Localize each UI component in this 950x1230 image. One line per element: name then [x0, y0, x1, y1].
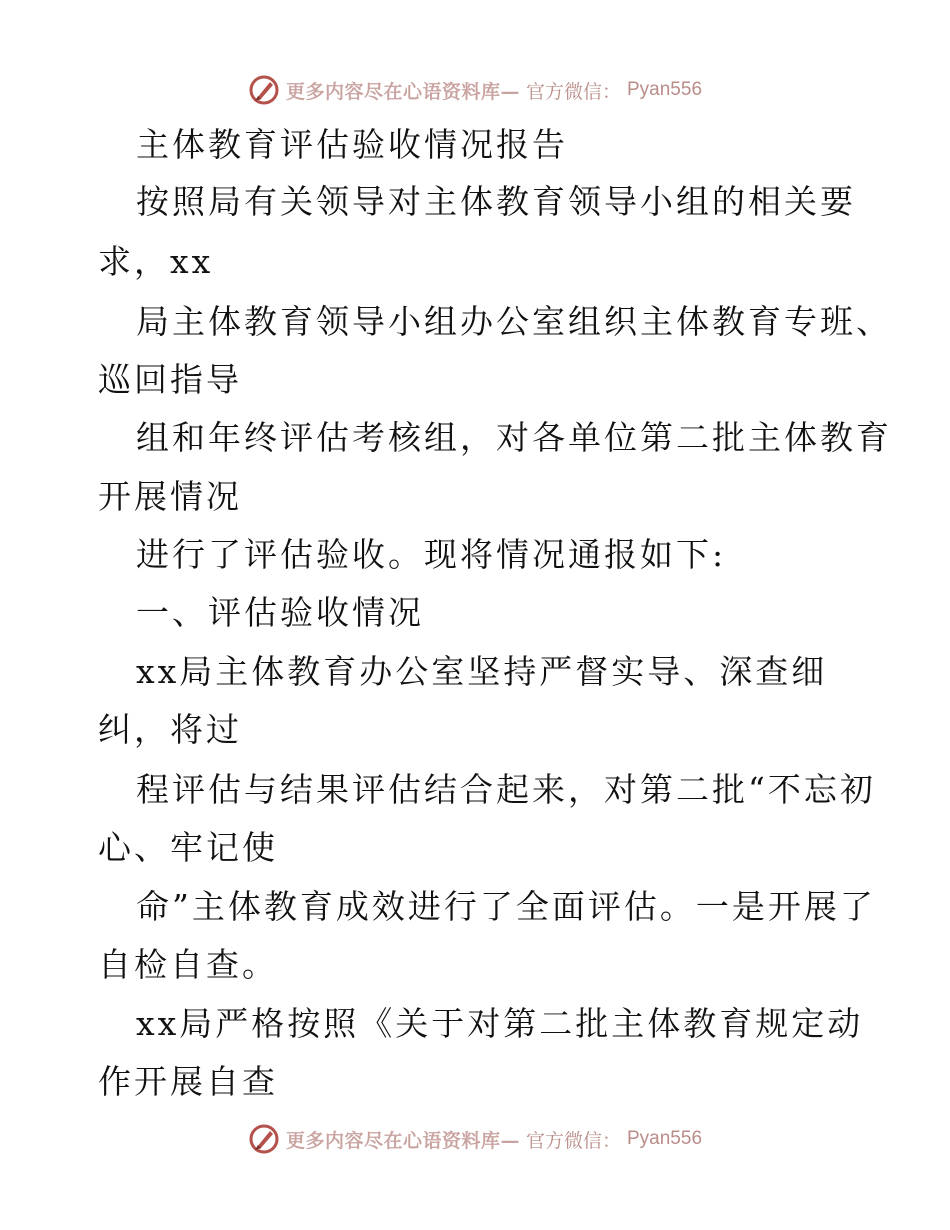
- paragraph-line: 自检自查。: [98, 945, 278, 984]
- paragraph-line: 开展情况: [98, 477, 242, 516]
- quill-pen-logo-icon: [248, 74, 280, 106]
- paragraph-line: 进行了评估验收。现将情况通报如下:: [136, 535, 727, 574]
- watermark-wechat-id: Pyan556: [627, 1128, 703, 1149]
- header-watermark: [0, 72, 950, 108]
- paragraph-line: 求，xx: [98, 242, 214, 281]
- footer-watermark: [0, 1121, 950, 1157]
- paragraph-line: 命”主体教育成效进行了全面评估。一是开展了: [136, 887, 876, 926]
- paragraph-line: 组和年终评估考核组，对各单位第二批主体教育: [136, 418, 892, 457]
- paragraph-line: 心、牢记使: [98, 828, 278, 867]
- watermark-wechat-id: Pyan556: [627, 79, 703, 100]
- watermark-main-text: 更多内容尽在心语资料库—: [285, 80, 520, 103]
- paragraph-line: 按照局有关领导对主体教育领导小组的相关要: [136, 182, 856, 221]
- paragraph-line: 巡回指导: [98, 360, 242, 399]
- watermark-contact-label: 官方微信：: [525, 1129, 621, 1152]
- paragraph-line: 纠，将过: [98, 710, 242, 749]
- paragraph-line: xx局严格按照《关于对第二批主体教育规定动: [136, 1004, 864, 1043]
- paragraph-line: 程评估与结果评估结合起来，对第二批“不忘初: [136, 770, 876, 809]
- document-title: 主体教育评估验收情况报告: [136, 125, 568, 164]
- paragraph-line: xx局主体教育办公室坚持严督实导、深查细: [136, 652, 828, 691]
- paragraph-line: 局主体教育领导小组办公室组织主体教育专班、: [136, 302, 892, 341]
- watermark-contact-label: 官方微信：: [525, 80, 621, 103]
- watermark-main-text: 更多内容尽在心语资料库—: [285, 1129, 520, 1152]
- paragraph-line: 作开展自查: [98, 1062, 278, 1101]
- section-heading: 一、评估验收情况: [136, 593, 424, 632]
- quill-pen-logo-icon: [248, 1123, 280, 1155]
